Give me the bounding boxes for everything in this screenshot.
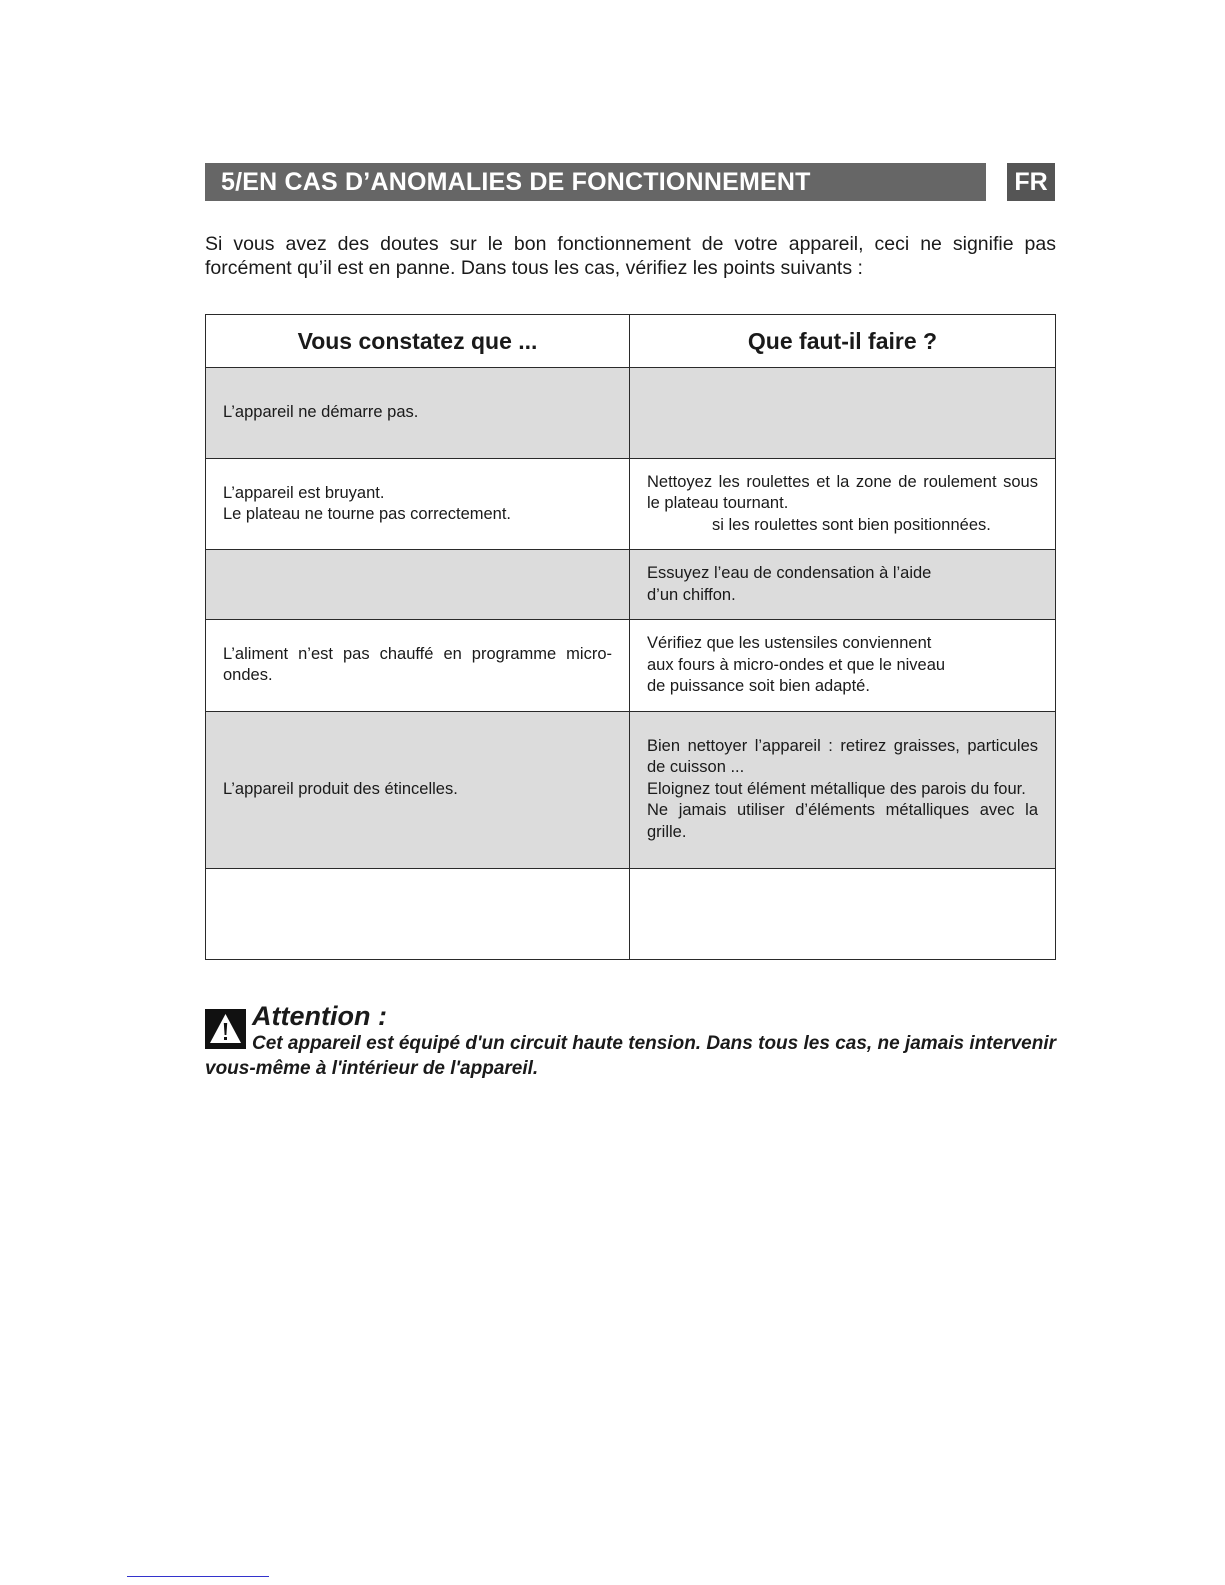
table-row: [206, 368, 1056, 459]
intro-paragraph: Si vous avez des doutes sur le bon fonctionnement de votre appareil, ceci ne signifie pas forcément qu’il est en panne. Dans tous les cas, vérifiez les points suivants :: [205, 233, 1056, 279]
footer-rule: [127, 1576, 269, 1577]
symptom-text: Le plateau ne tourne pas correctement.: [223, 505, 512, 524]
symptom-text: L’aliment n’est pas chauffé en programme micro-ondes.: [223, 644, 612, 685]
troubleshooting-table: [205, 314, 1056, 960]
table-row: [206, 620, 1056, 711]
remedy-cell: [630, 459, 1056, 550]
remedy-text: Bien nettoyer l’appareil : retirez graisses, particules de cuisson ...: [647, 736, 1038, 777]
symptom-text: L’appareil ne démarre pas.: [223, 403, 419, 422]
remedy-text: aux fours à micro-ondes et que le niveau: [647, 655, 946, 674]
remedy-text: Vérifiez que les ustensiles conviennent: [647, 634, 932, 653]
section-title: 5/EN CAS D’ANOMALIES DE FONCTIONNEMENT: [205, 163, 986, 201]
header-remedy: Que faut-il faire ?: [630, 315, 1056, 368]
attention-text: Cet appareil est équipé d'un circuit haute tension. Dans tous les cas, ne jamais intervenir vous-même à l'intérieur de l'appareil.: [205, 1033, 1056, 1079]
symptom-cell: [206, 368, 630, 459]
remedy-cell: [630, 868, 1056, 959]
table-row: [206, 711, 1056, 868]
remedy-cell: [630, 368, 1056, 459]
table-row: [206, 550, 1056, 620]
remedy-text: Essuyez l’eau de condensation à l’aide: [647, 564, 932, 583]
remedy-text: si les roulettes sont bien positionnées.: [712, 515, 991, 534]
remedy-text: Eloignez tout élément métallique des parois du four.: [647, 779, 1026, 798]
remedy-text: d’un chiffon.: [647, 585, 736, 604]
remedy-text: de puissance soit bien adapté.: [647, 677, 870, 696]
symptom-cell: [206, 711, 630, 868]
symptom-cell: [206, 459, 630, 550]
header-symptom: Vous constatez que ...: [206, 315, 630, 368]
remedy-cell: [630, 711, 1056, 868]
language-badge: FR: [1007, 163, 1055, 201]
symptom-text: L’appareil est bruyant.: [223, 483, 385, 502]
remedy-cell: [630, 550, 1056, 620]
remedy-text: Ne jamais utiliser d’éléments métalliques avec la grille.: [647, 801, 1038, 841]
symptom-cell: [206, 550, 630, 620]
symptom-cell: [206, 868, 630, 959]
remedy-text: Nettoyez les roulettes et la zone de roulement sous le plateau tournant.: [647, 472, 1038, 513]
table-header-row: [206, 315, 1056, 368]
table-row: [206, 459, 1056, 550]
remedy-cell: [630, 620, 1056, 711]
attention-title: Attention :: [252, 1001, 387, 1031]
symptom-text: L’appareil produit des étincelles.: [223, 779, 458, 798]
symptom-cell: [206, 620, 630, 711]
table-row: [206, 868, 1056, 959]
